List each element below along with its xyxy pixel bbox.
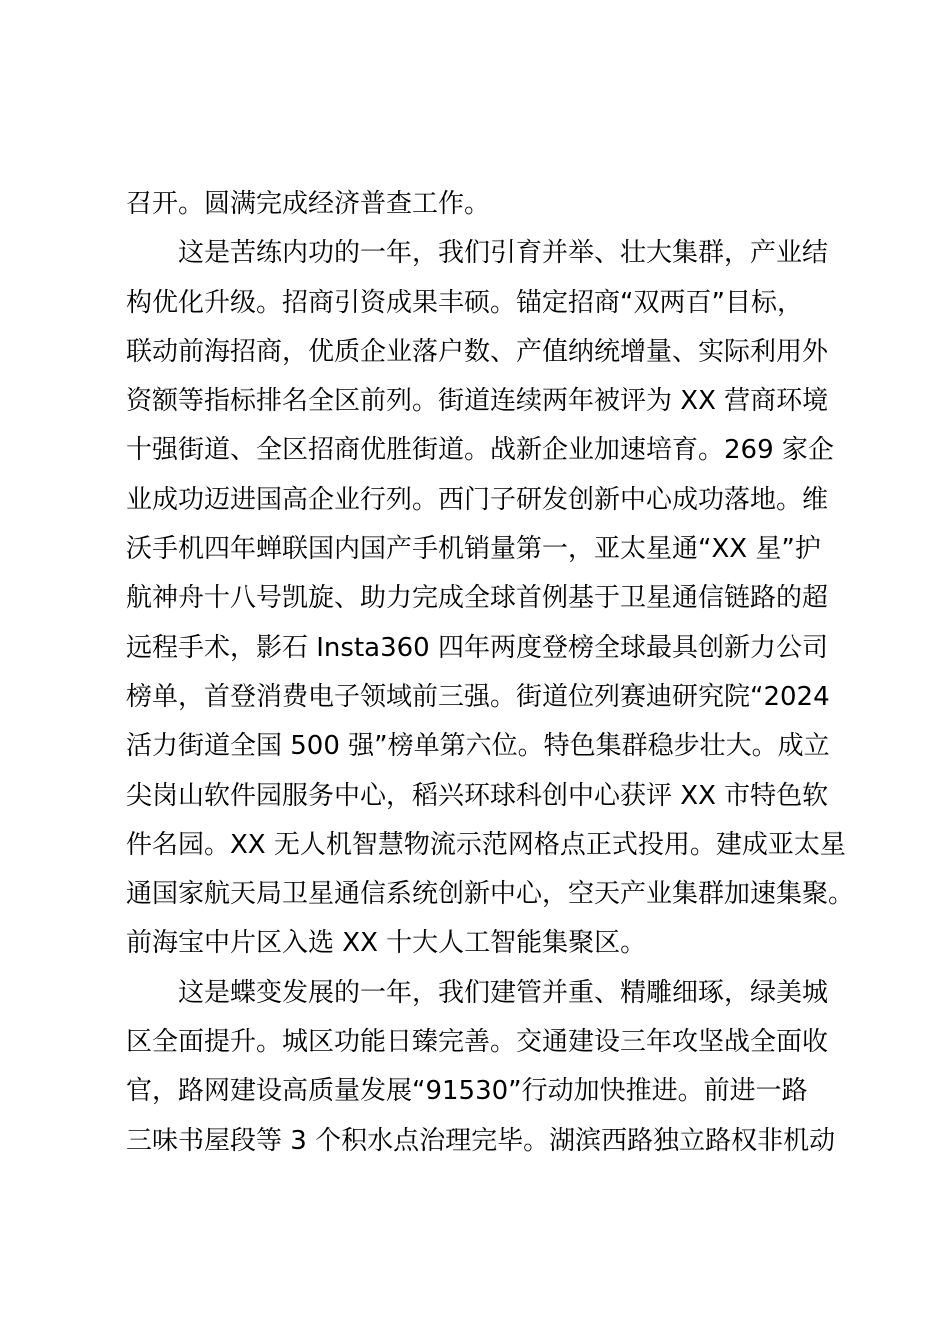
text-line: 前海宝中片区入选 XX 十大人工智能集聚区。 bbox=[126, 928, 647, 959]
text-line: 官，路网建设高质量发展“91530”行动加快推进。前进一路 bbox=[126, 1076, 808, 1107]
text-line: 尖岗山软件园服务中心，稻兴环球科创中心获评 XX 市特色软 bbox=[126, 780, 829, 811]
body-text bbox=[126, 180, 855, 1166]
text-line: 榜单，首登消费电子领域前三强。街道位列赛迪研究院“2024 bbox=[126, 681, 830, 712]
text-line: 三味书屋段等 3 个积水点治理完毕。湖滨西路独立路权非机动 bbox=[126, 1125, 836, 1156]
text-line: 区全面提升。城区功能日臻完善。交通建设三年攻坚战全面收 bbox=[126, 1027, 829, 1058]
paragraph-start-line: 这是蝶变发展的一年，我们建管并重、精雕细琢，绿美城 bbox=[178, 977, 829, 1008]
text-line: 业成功迈进国高企业行列。西门子研发创新中心成功落地。维 bbox=[126, 484, 829, 515]
text-line: 十强街道、全区招商优胜街道。战新企业加速培育。269 家企 bbox=[126, 435, 834, 466]
text-line: 通国家航天局卫星通信系统创新中心，空天产业集群加速集聚。 bbox=[126, 879, 855, 910]
text-line: 远程手术，影石 Insta360 四年两度登榜全球最具创新力公司 bbox=[126, 632, 828, 663]
text-line: 活力街道全国 500 强”榜单第六位。特色集群稳步壮大。成立 bbox=[126, 731, 830, 762]
text-line: 件名园。XX 无人机智慧物流示范网格点正式投用。建成亚太星 bbox=[126, 829, 846, 860]
text-line: 构优化升级。招商引资成果丰硕。锚定招商“双两百”目标， bbox=[126, 287, 803, 318]
text-line: 召开。圆满完成经济普查工作。 bbox=[126, 189, 491, 219]
text-line: 资额等指标排名全区前列。街道连续两年被评为 XX 营商环境 bbox=[126, 386, 829, 417]
text-line: 沃手机四年蝉联国内国产手机销量第一，亚太星通“XX 星”护 bbox=[126, 534, 821, 565]
text-line: 航神舟十八号凯旋、助力完成全球首例基于卫星通信链路的超 bbox=[126, 583, 829, 614]
paragraph-start-line: 这是苦练内功的一年，我们引育并举、壮大集群，产业结 bbox=[178, 238, 829, 269]
text-line: 联动前海招商，优质企业落户数、产值纳统增量、实际利用外 bbox=[126, 336, 829, 367]
